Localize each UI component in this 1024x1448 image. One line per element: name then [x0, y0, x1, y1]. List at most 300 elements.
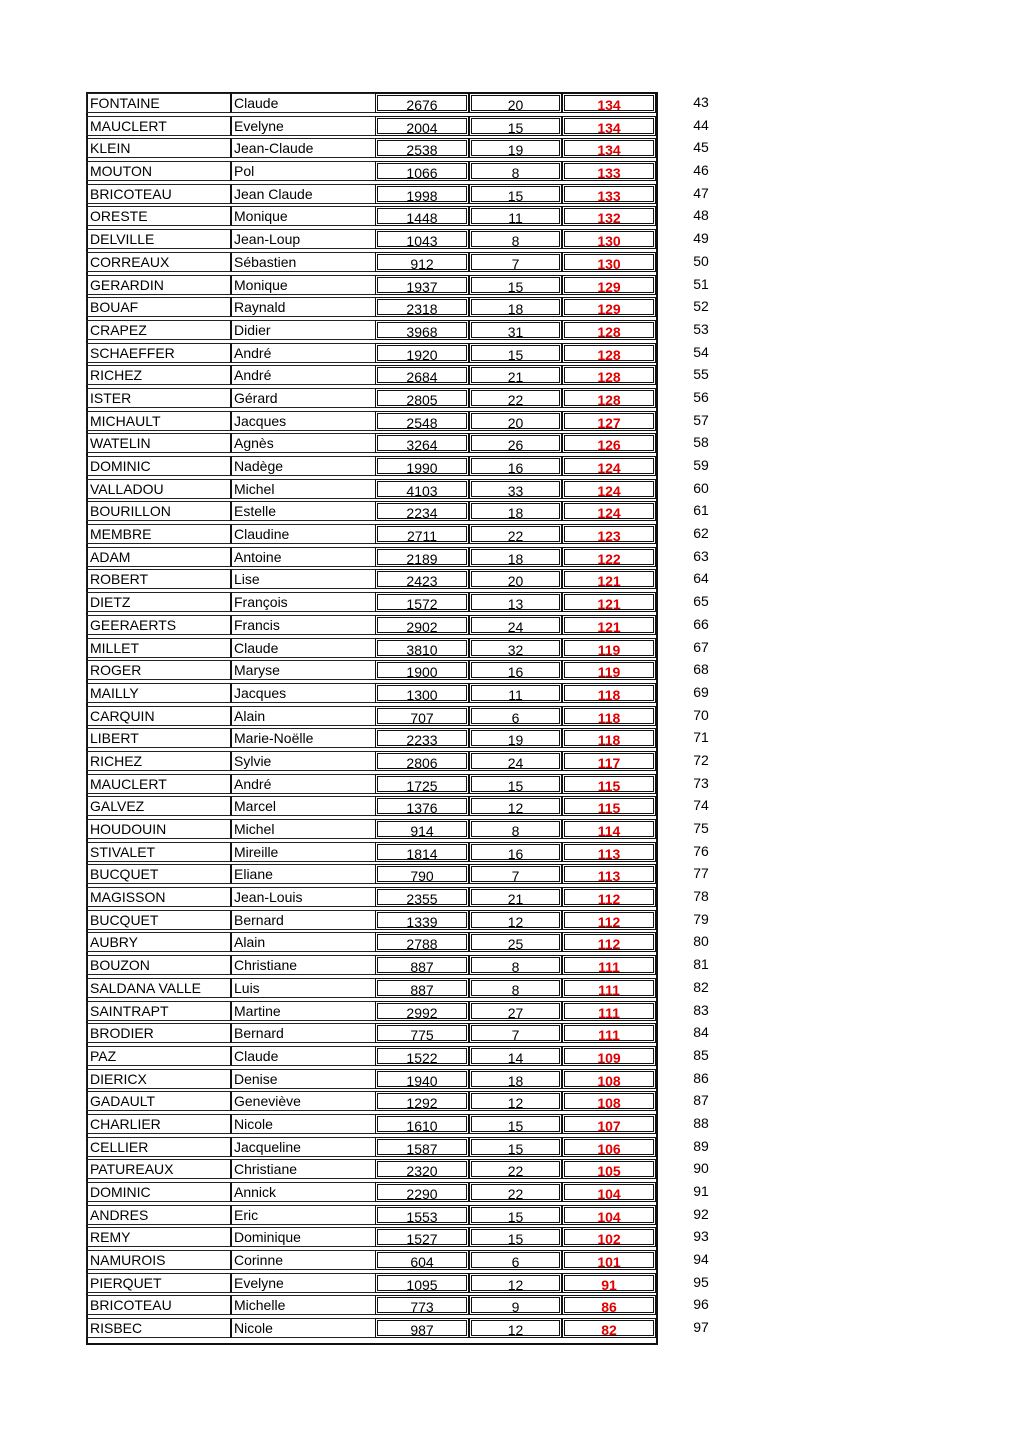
rank-cell: 78 — [693, 888, 709, 905]
points-cell: 2684 — [375, 365, 469, 385]
count-cell: 15 — [469, 275, 562, 295]
rank-cell: 96 — [693, 1296, 709, 1313]
rank-cell: 60 — [693, 479, 709, 496]
points-cell: 707 — [375, 706, 469, 726]
count-cell: 8 — [469, 955, 562, 975]
count-cell: 24 — [469, 751, 562, 771]
last-name-cell: ROGER — [86, 660, 232, 680]
table-row — [86, 1204, 738, 1227]
rank-cell: 69 — [693, 683, 709, 700]
points-cell: 2711 — [375, 524, 469, 544]
count-cell: 15 — [469, 774, 562, 794]
average-cell: 128 — [562, 343, 656, 363]
points-cell: 1990 — [375, 456, 469, 476]
average-cell: 102 — [562, 1227, 656, 1247]
count-cell: 9 — [469, 1295, 562, 1315]
points-cell: 604 — [375, 1250, 469, 1270]
count-cell: 18 — [469, 547, 562, 567]
last-name-cell: MAGISSON — [86, 887, 232, 907]
count-cell: 22 — [469, 1159, 562, 1179]
average-cell: 133 — [562, 184, 656, 204]
table-row — [86, 1294, 738, 1317]
average-cell: 118 — [562, 728, 656, 748]
rank-cell: 59 — [693, 457, 709, 473]
last-name-cell: RISBEC — [86, 1318, 232, 1338]
first-name-cell: Nicole — [232, 1318, 375, 1338]
average-cell: 121 — [562, 592, 656, 612]
points-cell: 1900 — [375, 660, 469, 680]
first-name-cell: Claude — [232, 1046, 375, 1066]
first-name-cell: Dominique — [232, 1227, 375, 1247]
rank-cell: 71 — [693, 729, 709, 746]
count-cell: 24 — [469, 615, 562, 635]
first-name-cell: Bernard — [232, 1023, 375, 1043]
table-row — [86, 115, 738, 138]
count-cell: 11 — [469, 206, 562, 226]
first-name-cell: Christiane — [232, 955, 375, 975]
last-name-cell: PIERQUET — [86, 1273, 232, 1293]
count-cell: 21 — [469, 887, 562, 907]
count-cell: 6 — [469, 1250, 562, 1270]
points-cell: 914 — [375, 819, 469, 839]
last-name-cell: HOUDOUIN — [86, 819, 232, 839]
first-name-cell: Maryse — [232, 660, 375, 680]
count-cell: 12 — [469, 1091, 562, 1111]
average-cell: 134 — [562, 93, 656, 113]
last-name-cell: DIETZ — [86, 592, 232, 612]
table-row — [86, 1181, 738, 1204]
first-name-cell: Antoine — [232, 547, 375, 567]
first-name-cell: Eliane — [232, 864, 375, 884]
average-cell: 129 — [562, 297, 656, 317]
last-name-cell: NAMUROIS — [86, 1250, 232, 1270]
table-row — [86, 228, 738, 251]
rank-cell: 50 — [693, 252, 709, 269]
table-row — [86, 546, 738, 569]
table-row — [86, 954, 738, 977]
rank-cell: 81 — [693, 956, 709, 973]
first-name-cell: François — [232, 592, 375, 612]
points-cell: 3968 — [375, 320, 469, 340]
count-cell: 15 — [469, 1137, 562, 1157]
table-row — [86, 795, 738, 818]
points-cell: 2805 — [375, 388, 469, 408]
rank-cell: 90 — [693, 1160, 709, 1177]
points-cell: 1339 — [375, 910, 469, 930]
rank-cell: 88 — [693, 1114, 709, 1131]
last-name-cell: ISTER — [86, 388, 232, 408]
rank-cell: 61 — [693, 502, 709, 519]
points-cell: 2320 — [375, 1159, 469, 1179]
count-cell: 13 — [469, 592, 562, 612]
rank-cell: 46 — [693, 162, 709, 179]
last-name-cell: BUCQUET — [86, 864, 232, 884]
count-cell: 12 — [469, 910, 562, 930]
table-row — [86, 1113, 738, 1136]
points-cell: 2004 — [375, 116, 469, 136]
points-cell: 1292 — [375, 1091, 469, 1111]
table-row — [86, 137, 738, 160]
first-name-cell: Mireille — [232, 842, 375, 862]
rank-cell: 73 — [693, 774, 709, 791]
average-cell: 129 — [562, 275, 656, 295]
last-name-cell: CRAPEZ — [86, 320, 232, 340]
last-name-cell: CORREAUX — [86, 252, 232, 272]
table-row — [86, 773, 738, 796]
first-name-cell: Monique — [232, 275, 375, 295]
average-cell: 82 — [562, 1318, 656, 1338]
first-name-cell: Sylvie — [232, 751, 375, 771]
last-name-cell: GALVEZ — [86, 796, 232, 816]
table-row — [86, 568, 738, 591]
last-name-cell: BRODIER — [86, 1023, 232, 1043]
points-cell: 2902 — [375, 615, 469, 635]
rank-cell: 94 — [693, 1251, 709, 1268]
points-cell: 1043 — [375, 229, 469, 249]
rank-cell: 86 — [693, 1069, 709, 1086]
table-row — [86, 342, 738, 365]
last-name-cell: MILLET — [86, 638, 232, 658]
count-cell: 27 — [469, 1001, 562, 1021]
count-cell: 32 — [469, 638, 562, 658]
last-name-cell: CARQUIN — [86, 706, 232, 726]
last-name-cell: ADAM — [86, 547, 232, 567]
points-cell: 2992 — [375, 1001, 469, 1021]
rank-cell: 66 — [693, 615, 709, 632]
count-cell: 20 — [469, 93, 562, 113]
points-cell: 887 — [375, 955, 469, 975]
points-cell: 2806 — [375, 751, 469, 771]
first-name-cell: Agnès — [232, 433, 375, 453]
average-cell: 111 — [562, 978, 656, 998]
first-name-cell: Gérard — [232, 388, 375, 408]
count-cell: 16 — [469, 842, 562, 862]
average-cell: 86 — [562, 1295, 656, 1315]
average-cell: 111 — [562, 1001, 656, 1021]
points-cell: 1300 — [375, 683, 469, 703]
count-cell: 18 — [469, 1069, 562, 1089]
rank-cell: 45 — [693, 139, 709, 156]
table-row — [86, 1317, 738, 1340]
points-cell: 2233 — [375, 728, 469, 748]
table-row — [86, 863, 738, 886]
points-cell: 1376 — [375, 796, 469, 816]
points-cell: 1066 — [375, 161, 469, 181]
first-name-cell: Jacques — [232, 683, 375, 703]
average-cell: 133 — [562, 161, 656, 181]
last-name-cell: STIVALET — [86, 842, 232, 862]
first-name-cell: Evelyne — [232, 116, 375, 136]
average-cell: 134 — [562, 116, 656, 136]
last-name-cell: DOMINIC — [86, 456, 232, 476]
average-cell: 114 — [562, 819, 656, 839]
average-cell: 124 — [562, 479, 656, 499]
rank-cell: 47 — [693, 184, 709, 201]
average-cell: 121 — [562, 615, 656, 635]
points-cell: 887 — [375, 978, 469, 998]
first-name-cell: Michel — [232, 479, 375, 499]
points-cell: 1522 — [375, 1046, 469, 1066]
rank-cell: 74 — [693, 797, 709, 814]
table-row — [86, 523, 738, 546]
table-row — [86, 500, 738, 523]
table-row — [86, 1068, 738, 1091]
average-cell: 119 — [562, 660, 656, 680]
average-cell: 126 — [562, 433, 656, 453]
last-name-cell: MEMBRE — [86, 524, 232, 544]
points-cell: 2538 — [375, 138, 469, 158]
last-name-cell: RICHEZ — [86, 365, 232, 385]
count-cell: 8 — [469, 978, 562, 998]
table-row — [86, 455, 738, 478]
count-cell: 25 — [469, 932, 562, 952]
first-name-cell: Luis — [232, 978, 375, 998]
last-name-cell: BRICOTEAU — [86, 184, 232, 204]
first-name-cell: Estelle — [232, 501, 375, 521]
last-name-cell: WATELIN — [86, 433, 232, 453]
count-cell: 33 — [469, 479, 562, 499]
count-cell: 22 — [469, 524, 562, 544]
last-name-cell: PATUREAUX — [86, 1159, 232, 1179]
table-row — [86, 1000, 738, 1023]
average-cell: 111 — [562, 1023, 656, 1043]
count-cell: 7 — [469, 864, 562, 884]
count-cell: 16 — [469, 660, 562, 680]
table-row — [86, 977, 738, 1000]
last-name-cell: DIERICX — [86, 1069, 232, 1089]
last-name-cell: SAINTRAPT — [86, 1001, 232, 1021]
first-name-cell: Jean-Louis — [232, 887, 375, 907]
rank-cell: 82 — [693, 978, 709, 995]
count-cell: 8 — [469, 229, 562, 249]
first-name-cell: Jean-Claude — [232, 138, 375, 158]
average-cell: 115 — [562, 774, 656, 794]
table-row — [86, 1045, 738, 1068]
rank-cell: 75 — [693, 820, 709, 836]
rank-cell: 72 — [693, 751, 709, 768]
rank-cell: 84 — [693, 1024, 709, 1041]
rank-cell: 53 — [693, 320, 709, 337]
average-cell: 128 — [562, 365, 656, 385]
last-name-cell: MICHAULT — [86, 411, 232, 431]
rank-cell: 83 — [693, 1001, 709, 1018]
first-name-cell: Christiane — [232, 1159, 375, 1179]
rank-cell: 48 — [693, 207, 709, 224]
count-cell: 15 — [469, 184, 562, 204]
points-cell: 790 — [375, 864, 469, 884]
table-row — [86, 1022, 738, 1045]
points-cell: 3810 — [375, 638, 469, 658]
first-name-cell: Marie-Noëlle — [232, 728, 375, 748]
count-cell: 12 — [469, 796, 562, 816]
first-name-cell: Eric — [232, 1205, 375, 1225]
table-row — [86, 478, 738, 501]
points-cell: 2788 — [375, 932, 469, 952]
points-cell: 1527 — [375, 1227, 469, 1247]
table-row — [86, 727, 738, 750]
average-cell: 107 — [562, 1114, 656, 1134]
points-cell: 1725 — [375, 774, 469, 794]
count-cell: 7 — [469, 252, 562, 272]
table-row — [86, 274, 738, 297]
average-cell: 134 — [562, 138, 656, 158]
rank-cell: 80 — [693, 933, 709, 950]
last-name-cell: PAZ — [86, 1046, 232, 1066]
count-cell: 8 — [469, 161, 562, 181]
table-row — [86, 251, 738, 274]
average-cell: 124 — [562, 456, 656, 476]
first-name-cell: Annick — [232, 1182, 375, 1202]
average-cell: 121 — [562, 569, 656, 589]
average-cell: 101 — [562, 1250, 656, 1270]
last-name-cell: REMY — [86, 1227, 232, 1247]
points-cell: 912 — [375, 252, 469, 272]
first-name-cell: Didier — [232, 320, 375, 340]
last-name-cell: MAUCLERT — [86, 116, 232, 136]
rank-cell: 43 — [693, 94, 709, 110]
first-name-cell: Nadège — [232, 456, 375, 476]
first-name-cell: Geneviève — [232, 1091, 375, 1111]
table-row — [86, 1090, 738, 1113]
last-name-cell: ANDRES — [86, 1205, 232, 1225]
table-row — [86, 1226, 738, 1249]
count-cell: 16 — [469, 456, 562, 476]
rank-cell: 76 — [693, 842, 709, 859]
rank-cell: 79 — [693, 910, 709, 927]
last-name-cell: BOUZON — [86, 955, 232, 975]
first-name-cell: André — [232, 343, 375, 363]
rank-cell: 95 — [693, 1273, 709, 1290]
last-name-cell: SCHAEFFER — [86, 343, 232, 363]
average-cell: 124 — [562, 501, 656, 521]
rank-cell: 55 — [693, 366, 709, 383]
average-cell: 113 — [562, 864, 656, 884]
points-cell: 2548 — [375, 411, 469, 431]
points-cell: 2318 — [375, 297, 469, 317]
points-cell: 1095 — [375, 1273, 469, 1293]
last-name-cell: MAUCLERT — [86, 774, 232, 794]
count-cell: 21 — [469, 365, 562, 385]
first-name-cell: Bernard — [232, 910, 375, 930]
average-cell: 132 — [562, 206, 656, 226]
count-cell: 6 — [469, 706, 562, 726]
last-name-cell: BOUAF — [86, 297, 232, 317]
last-name-cell: BRICOTEAU — [86, 1295, 232, 1315]
rank-cell: 44 — [693, 116, 709, 133]
table-row — [86, 682, 738, 705]
average-cell: 104 — [562, 1182, 656, 1202]
count-cell: 22 — [469, 1182, 562, 1202]
average-cell: 104 — [562, 1205, 656, 1225]
rank-cell: 77 — [693, 865, 709, 882]
table-row — [86, 205, 738, 228]
count-cell: 15 — [469, 343, 562, 363]
first-name-cell: Raynald — [232, 297, 375, 317]
table-row — [86, 909, 738, 932]
first-name-cell: Alain — [232, 932, 375, 952]
last-name-cell: BOURILLON — [86, 501, 232, 521]
count-cell: 11 — [469, 683, 562, 703]
points-cell: 1998 — [375, 184, 469, 204]
points-cell: 987 — [375, 1318, 469, 1338]
last-name-cell: VALLADOU — [86, 479, 232, 499]
count-cell: 18 — [469, 501, 562, 521]
average-cell: 108 — [562, 1091, 656, 1111]
table-row — [86, 410, 738, 433]
last-name-cell: ORESTE — [86, 206, 232, 226]
rank-cell: 70 — [693, 706, 709, 723]
table-row — [86, 1272, 738, 1295]
last-name-cell: DOMINIC — [86, 1182, 232, 1202]
average-cell: 118 — [562, 683, 656, 703]
count-cell: 20 — [469, 569, 562, 589]
count-cell: 18 — [469, 297, 562, 317]
rank-cell: 65 — [693, 593, 709, 610]
first-name-cell: André — [232, 365, 375, 385]
average-cell: 112 — [562, 932, 656, 952]
count-cell: 26 — [469, 433, 562, 453]
rank-cell: 91 — [693, 1183, 709, 1199]
points-cell: 2234 — [375, 501, 469, 521]
first-name-cell: Evelyne — [232, 1273, 375, 1293]
first-name-cell: Jean-Loup — [232, 229, 375, 249]
points-cell: 2189 — [375, 547, 469, 567]
first-name-cell: Marcel — [232, 796, 375, 816]
points-cell: 773 — [375, 1295, 469, 1315]
table-row — [86, 160, 738, 183]
points-cell: 1553 — [375, 1205, 469, 1225]
rank-cell: 56 — [693, 388, 709, 405]
rank-cell: 87 — [693, 1092, 709, 1109]
last-name-cell: MOUTON — [86, 161, 232, 181]
rank-cell: 58 — [693, 434, 709, 451]
points-cell: 1814 — [375, 842, 469, 862]
average-cell: 113 — [562, 842, 656, 862]
ranking-table — [86, 92, 738, 1340]
last-name-cell: FONTAINE — [86, 93, 232, 113]
rank-cell: 89 — [693, 1137, 709, 1154]
table-row — [86, 750, 738, 773]
average-cell: 105 — [562, 1159, 656, 1179]
last-name-cell: RICHEZ — [86, 751, 232, 771]
last-name-cell: ROBERT — [86, 569, 232, 589]
table-row — [86, 319, 738, 342]
table-row — [86, 92, 738, 115]
average-cell: 108 — [562, 1069, 656, 1089]
table-row — [86, 1158, 738, 1181]
rank-cell: 51 — [693, 275, 709, 292]
first-name-cell: André — [232, 774, 375, 794]
first-name-cell: Jacques — [232, 411, 375, 431]
average-cell: 118 — [562, 706, 656, 726]
count-cell: 15 — [469, 1205, 562, 1225]
first-name-cell: Nicole — [232, 1114, 375, 1134]
table-row — [86, 1136, 738, 1159]
rank-cell: 54 — [693, 343, 709, 360]
count-cell: 12 — [469, 1273, 562, 1293]
first-name-cell: Michel — [232, 819, 375, 839]
first-name-cell: Francis — [232, 615, 375, 635]
points-cell: 1937 — [375, 275, 469, 295]
points-cell: 1610 — [375, 1114, 469, 1134]
points-cell: 2290 — [375, 1182, 469, 1202]
average-cell: 112 — [562, 887, 656, 907]
last-name-cell: GADAULT — [86, 1091, 232, 1111]
average-cell: 123 — [562, 524, 656, 544]
average-cell: 112 — [562, 910, 656, 930]
points-cell: 2355 — [375, 887, 469, 907]
first-name-cell: Martine — [232, 1001, 375, 1021]
